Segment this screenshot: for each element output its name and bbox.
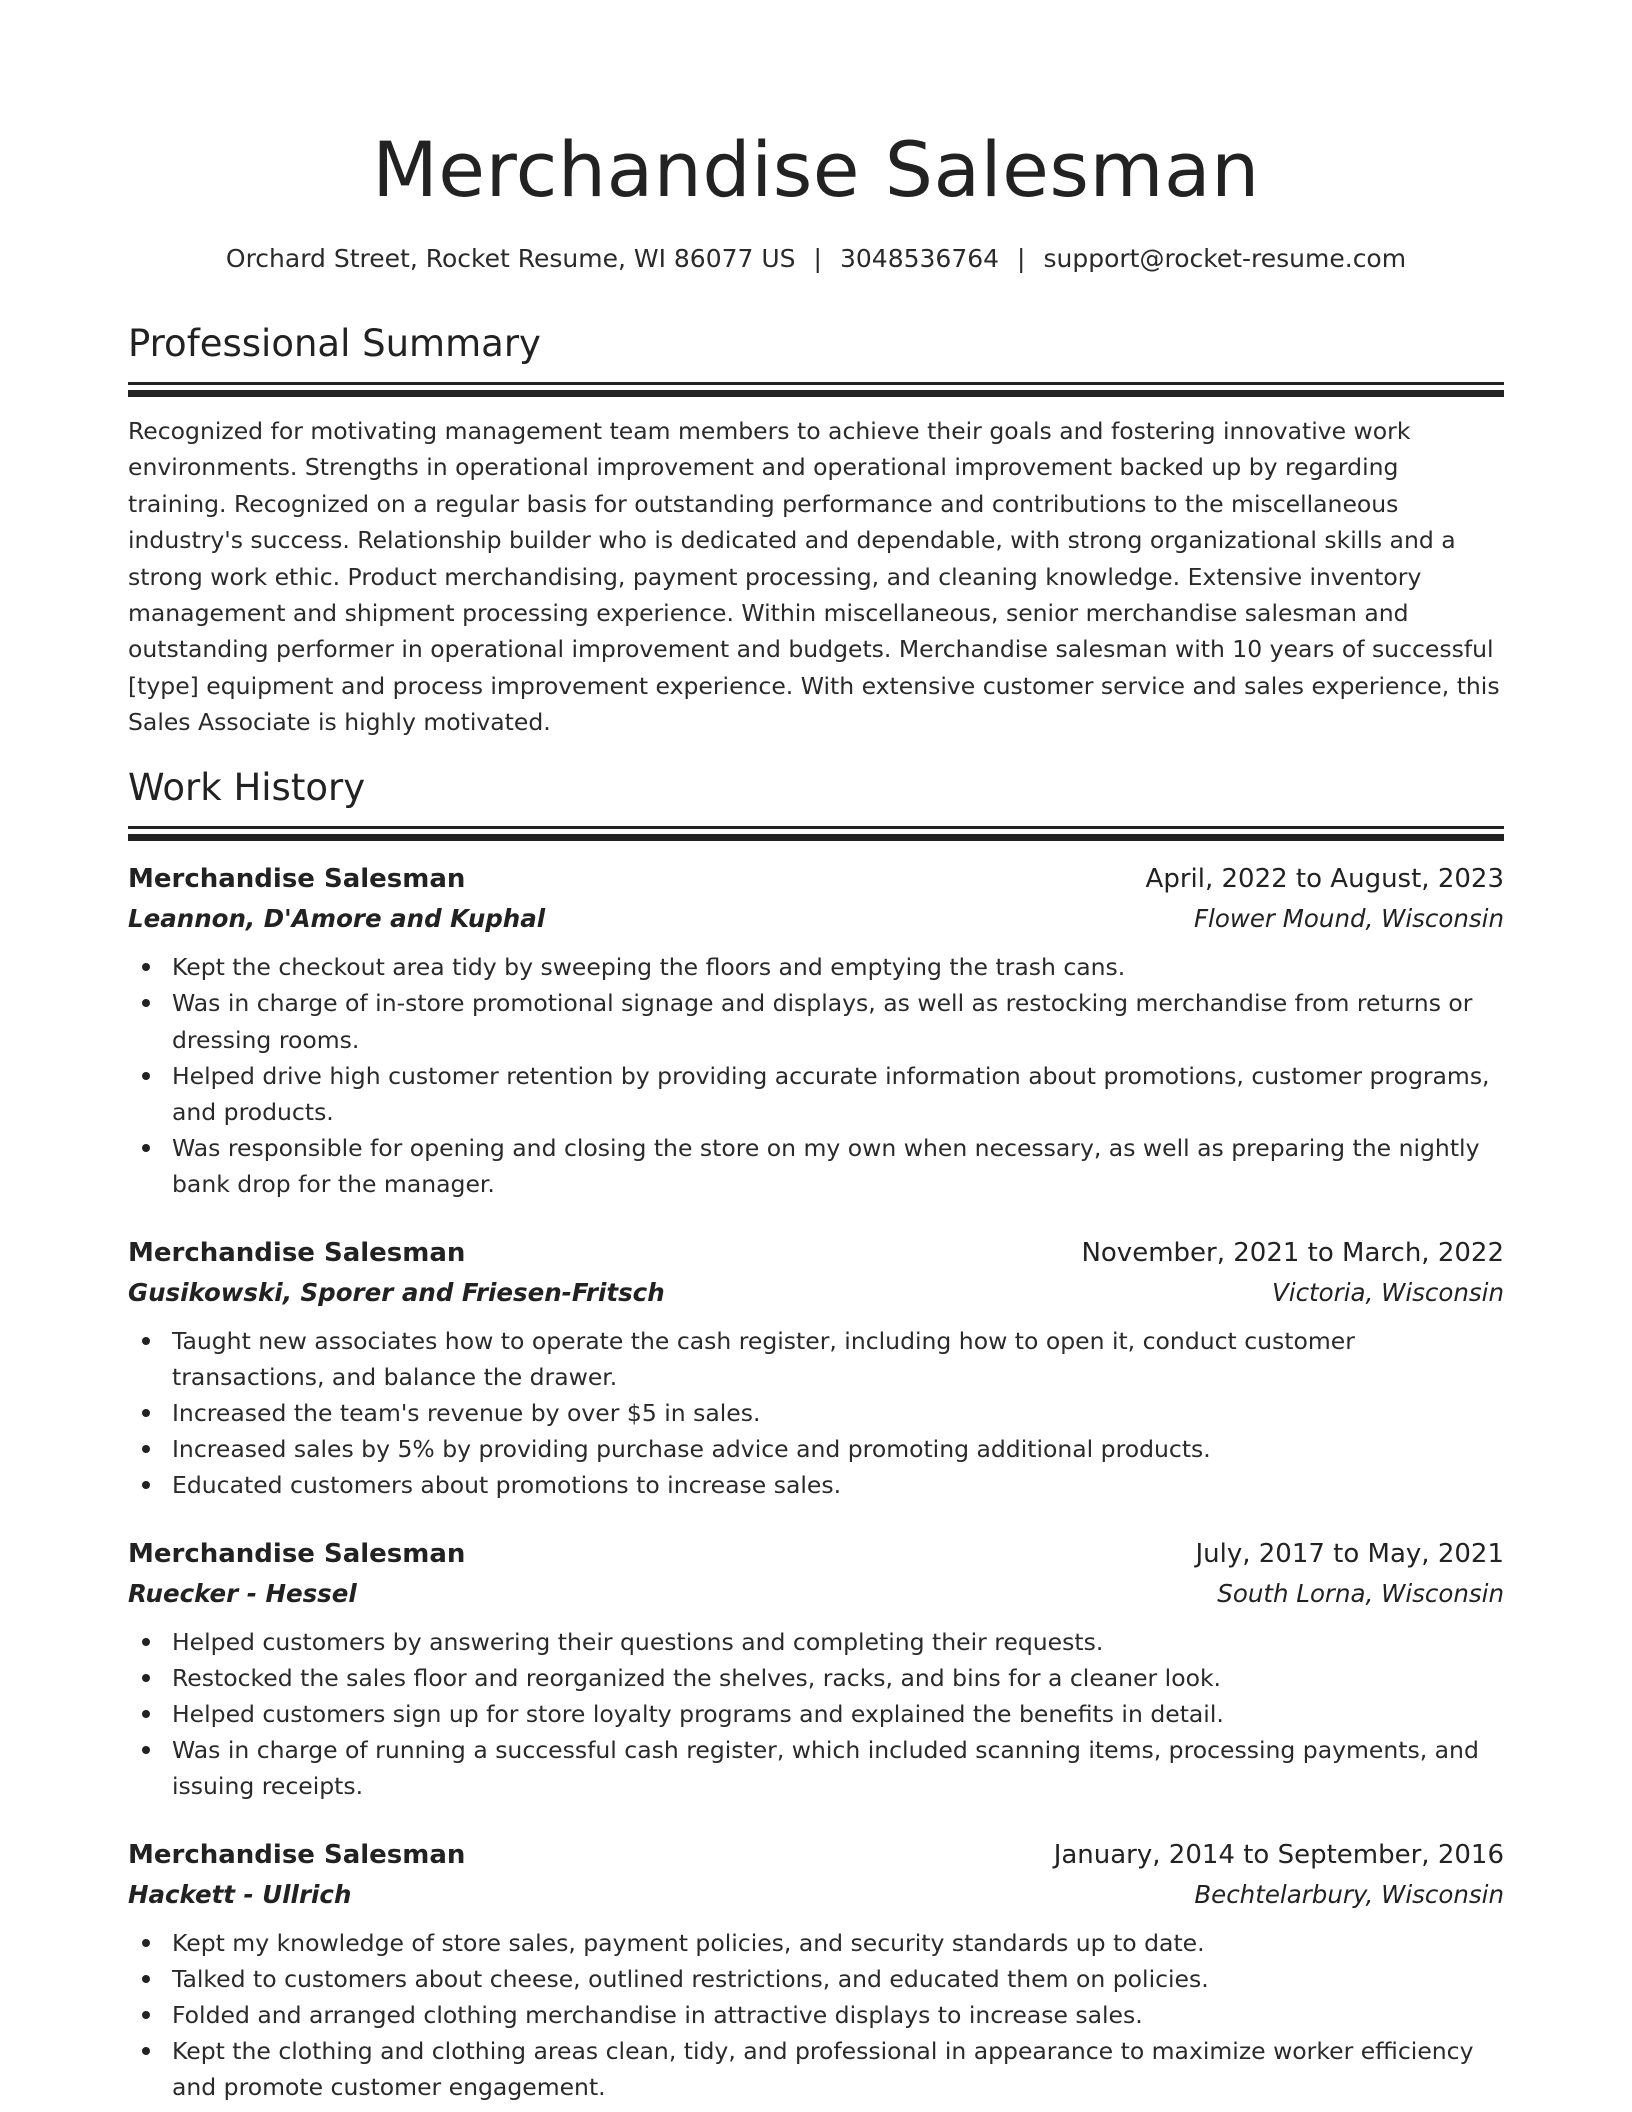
- section-divider-thick: [128, 834, 1504, 841]
- bullet-dot-icon: [142, 1674, 150, 1682]
- bullet-text: Helped customers sign up for store loyalty programs and explained the benefits in detail.: [172, 1700, 1224, 1728]
- list-item: [172, 1431, 1504, 1467]
- list-item: [172, 1624, 1504, 1660]
- bullet-text: Increased the team's revenue by over $5 in sales.: [172, 1398, 761, 1427]
- contact-address: Orchard Street, Rocket Resume, WI 86077 US: [225, 244, 796, 273]
- bullet-text: Taught new associates how to operate the cash register, including how to open it, conduct customer transactions, and balance the drawer.: [172, 1326, 1355, 1391]
- professional-summary-section: [128, 320, 1504, 741]
- bullet-dot-icon: [142, 1337, 150, 1345]
- job-title: Merchandise Salesman: [128, 1839, 466, 1870]
- bullet-text: Was in charge of in-store promotional signage and displays, as well as restocking merchandise from returns or dressing rooms.: [172, 989, 1473, 1054]
- bullet-dot-icon: [142, 1746, 150, 1754]
- section-divider-thick: [128, 390, 1504, 397]
- bullet-dot-icon: [142, 2047, 150, 2055]
- list-item: [172, 1696, 1504, 1732]
- job-title: Merchandise Salesman: [128, 1538, 466, 1569]
- job-entry: [128, 859, 1504, 1202]
- list-item: [172, 1997, 1504, 2033]
- job-location: Victoria, Wisconsin: [1272, 1277, 1504, 1307]
- list-item: [172, 1130, 1504, 1202]
- job-location: South Lorna, Wisconsin: [1217, 1578, 1504, 1608]
- section-title-work-history: Work History: [128, 766, 366, 810]
- job-dates: April, 2022 to August, 2023: [1145, 864, 1504, 895]
- bullet-text: Restocked the sales floor and reorganized the shelves, racks, and bins for a cleaner look.: [172, 1663, 1222, 1692]
- job-location: Bechtelarbury, Wisconsin: [1194, 1879, 1504, 1909]
- list-item: [172, 2033, 1504, 2105]
- job-bullet-list: [128, 949, 1504, 1202]
- contact-separator: |: [1017, 244, 1026, 273]
- bullet-dot-icon: [142, 1445, 150, 1453]
- list-item: [172, 1467, 1504, 1503]
- contact-line: [128, 242, 1504, 276]
- bullet-dot-icon: [142, 999, 150, 1007]
- bullet-dot-icon: [142, 2011, 150, 2019]
- bullet-dot-icon: [142, 963, 150, 971]
- job-entry: [128, 1534, 1504, 1805]
- job-company: Gusikowski, Sporer and Friesen-Fritsch: [128, 1277, 665, 1307]
- job-entry: [128, 1233, 1504, 1504]
- bullet-text: Helped customers by answering their questions and completing their requests.: [172, 1627, 1104, 1656]
- job-company: Hackett - Ullrich: [128, 1879, 352, 1909]
- contact-separator: |: [813, 244, 822, 273]
- list-item: [172, 1925, 1504, 1961]
- list-item: [172, 1395, 1504, 1431]
- bullet-dot-icon: [142, 1638, 150, 1646]
- list-item: [172, 1660, 1504, 1696]
- bullet-text: Folded and arranged clothing merchandise in attractive displays to increase sales.: [172, 2001, 1143, 2030]
- list-item: [172, 949, 1504, 985]
- job-title: Merchandise Salesman: [128, 864, 466, 895]
- contact-phone: 3048536764: [839, 244, 1000, 273]
- bullet-dot-icon: [142, 1975, 150, 1983]
- section-divider-thin: [128, 382, 1504, 385]
- job-bullet-list: [128, 1323, 1504, 1504]
- job-bullet-list: [128, 1925, 1504, 2106]
- bullet-text: Increased sales by 5% by providing purchase advice and promoting additional products.: [172, 1435, 1211, 1464]
- job-dates: July, 2017 to May, 2021: [1195, 1538, 1504, 1569]
- list-item: [172, 1323, 1504, 1395]
- job-dates: November, 2021 to March, 2022: [1081, 1237, 1504, 1268]
- bullet-dot-icon: [142, 1481, 150, 1489]
- list-item: [172, 1732, 1504, 1804]
- bullet-text: Kept the checkout area tidy by sweeping the floors and emptying the trash cans.: [172, 953, 1126, 982]
- bullet-text: Was responsible for opening and closing the store on my own when necessary, as well as preparing the nightly bank drop for the manager.: [172, 1134, 1480, 1199]
- bullet-dot-icon: [142, 1409, 150, 1417]
- bullet-dot-icon: [142, 1710, 150, 1718]
- job-bullet-list: [128, 1624, 1504, 1805]
- bullet-text: Kept the clothing and clothing areas clean, tidy, and professional in appearance to maximize worker efficiency and promote customer engagement.: [172, 2037, 1474, 2102]
- list-item: [172, 1961, 1504, 1997]
- list-item: [172, 1058, 1504, 1130]
- summary-text: Recognized for motivating management team members to achieve their goals and fostering innovative work environments. Strengths in operational improvement and operational improvement backed up by regarding training. Recognized on a regular basis for outstanding performance and contributions to the miscellaneous industry's success. Relationship builder who is dedicated and dependable, with strong organizational skills and a strong work ethic. Product merchandising, payment processing, and cleaning knowledge. Extensive inventory management and shipment processing experience. Within miscellaneous, senior merchandise salesman and outstanding performer in operational improvement and budgets. Merchandise salesman with 10 years of successful [type] equipment and process improvement experience. With extensive customer service and sales experience, this Sales Associate is highly motivated.: [128, 417, 1500, 737]
- job-company: Ruecker - Hessel: [128, 1578, 357, 1608]
- job-entry: [128, 1835, 1504, 2106]
- bullet-text: Talked to customers about cheese, outlined restrictions, and educated them on policies.: [172, 1964, 1209, 1993]
- work-history-section: [128, 764, 1504, 2105]
- list-item: [172, 985, 1504, 1057]
- bullet-text: Educated customers about promotions to increase sales.: [172, 1471, 842, 1500]
- contact-email: support@rocket-resume.com: [1043, 244, 1407, 273]
- job-dates: January, 2014 to September, 2016: [1053, 1839, 1504, 1870]
- section-title-summary: Professional Summary: [128, 322, 541, 365]
- bullet-text: Was in charge of running a successful cash register, which included scanning items, processing payments, and issuing receipts.: [172, 1736, 1479, 1801]
- bullet-text: Kept my knowledge of store sales, payment policies, and security standards up to date.: [172, 1928, 1205, 1957]
- section-divider-thin: [128, 826, 1504, 829]
- bullet-text: Helped drive high customer retention by providing accurate information about promotions, customer programs, and products.: [172, 1061, 1490, 1126]
- job-title: Merchandise Salesman: [128, 1237, 466, 1268]
- bullet-dot-icon: [142, 1144, 150, 1152]
- job-company: Leannon, D'Amore and Kuphal: [128, 904, 546, 934]
- candidate-name: Merchandise Salesman: [372, 125, 1260, 214]
- bullet-dot-icon: [142, 1939, 150, 1947]
- bullet-dot-icon: [142, 1072, 150, 1080]
- job-location: Flower Mound, Wisconsin: [1193, 904, 1504, 934]
